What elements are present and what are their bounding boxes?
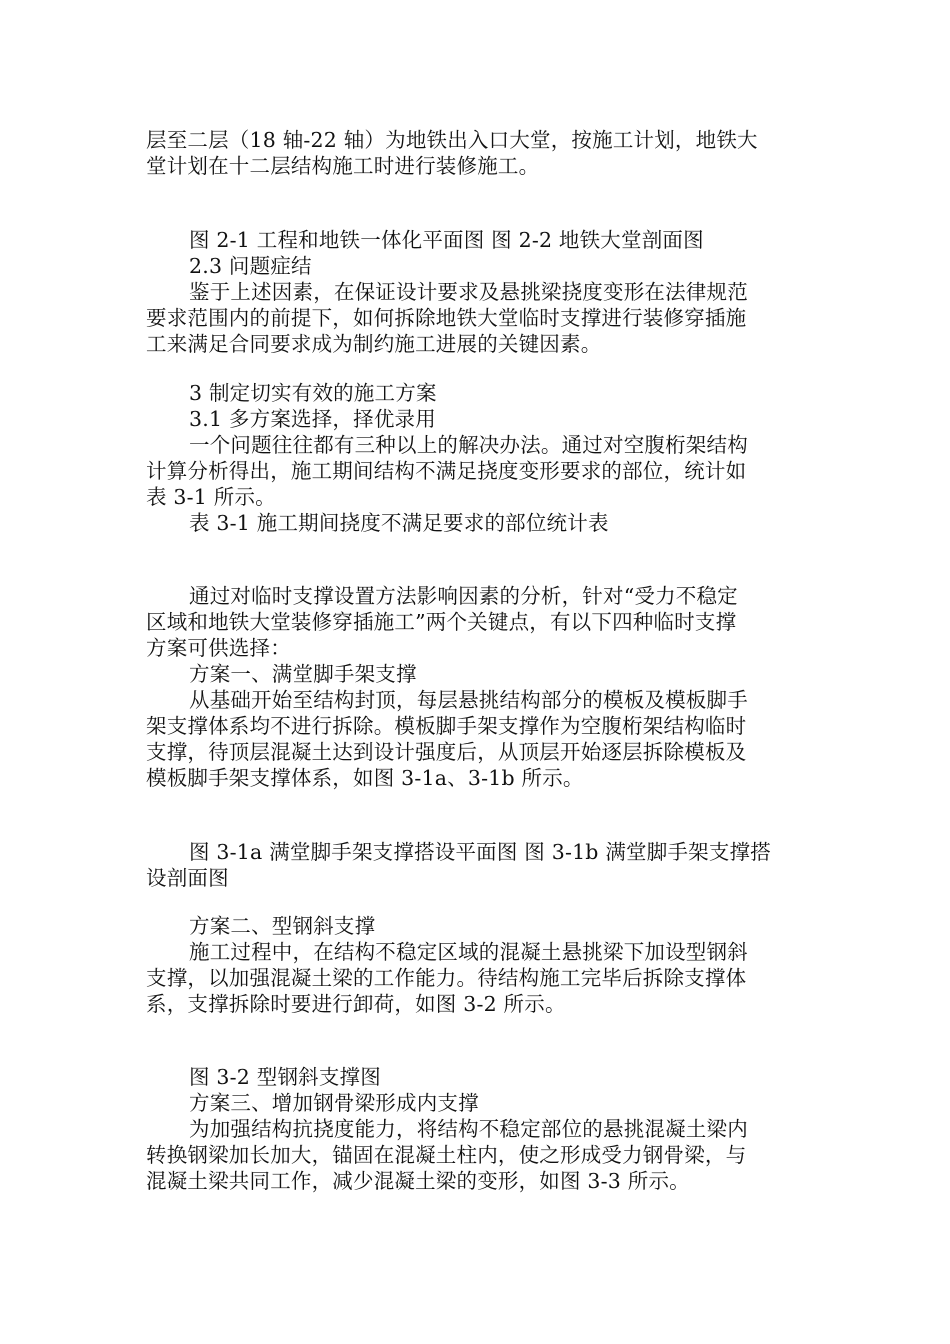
body-text-line: 支撑，以加强混凝土梁的工作能力。待结构施工完毕后拆除支撑体 <box>146 966 747 990</box>
section-heading: 2.3 问题症结 <box>189 254 312 278</box>
section-heading: 3.1 多方案选择，择优录用 <box>189 407 436 431</box>
body-text-line: 一个问题往往都有三种以上的解决办法。通过对空腹桁架结构 <box>189 433 748 457</box>
body-text-line: 计算分析得出，施工期间结构不满足挠度变形要求的部位，统计如 <box>146 459 747 483</box>
section-heading: 方案二、型钢斜支撑 <box>189 914 376 938</box>
body-text-line: 施工过程中，在结构不稳定区域的混凝土悬挑梁下加设型钢斜 <box>189 940 748 964</box>
section-heading: 方案一、满堂脚手架支撑 <box>189 662 417 686</box>
body-text-line: 架支撑体系均不进行拆除。模板脚手架支撑作为空腹桁架结构临时 <box>146 714 747 738</box>
figure-caption: 图 3-1a 满堂脚手架支撑搭设平面图 图 3-1b 满堂脚手架支撑搭 <box>189 840 771 864</box>
body-text-line: 混凝土梁共同工作，减少混凝土梁的变形，如图 3-3 所示。 <box>146 1169 690 1193</box>
body-text-line: 系，支撑拆除时要进行卸荷，如图 3-2 所示。 <box>146 992 566 1016</box>
body-text-line: 堂计划在十二层结构施工时进行装修施工。 <box>146 154 540 178</box>
figure-caption: 设剖面图 <box>146 866 229 890</box>
body-text-line: 区域和地铁大堂装修穿插施工”两个关键点，有以下四种临时支撑 <box>146 610 737 634</box>
body-text-line: 要求范围内的前提下，如何拆除地铁大堂临时支撑进行装修穿插施 <box>146 306 747 330</box>
section-heading: 3 制定切实有效的施工方案 <box>189 381 437 405</box>
table-caption: 表 3-1 施工期间挠度不满足要求的部位统计表 <box>189 511 609 535</box>
figure-caption: 图 2-1 工程和地铁一体化平面图 图 2-2 地铁大堂剖面图 <box>189 228 704 252</box>
section-heading: 方案三、增加钢骨梁形成内支撑 <box>189 1091 479 1115</box>
body-text-line: 表 3-1 所示。 <box>146 485 276 509</box>
body-text-line: 模板脚手架支撑体系，如图 3-1a、3-1b 所示。 <box>146 766 584 790</box>
body-text-line: 支撑，待顶层混凝土达到设计强度后，从顶层开始逐层拆除模板及 <box>146 740 747 764</box>
body-text-line: 通过对临时支撑设置方法影响因素的分析，针对“受力不稳定 <box>189 584 738 608</box>
body-text-line: 转换钢梁加长加大，锚固在混凝土柱内，使之形成受力钢骨梁，与 <box>146 1143 747 1167</box>
figure-caption: 图 3-2 型钢斜支撑图 <box>189 1065 381 1089</box>
body-text-line: 鉴于上述因素，在保证设计要求及悬挑梁挠度变形在法律规范 <box>189 280 748 304</box>
body-text-line: 工来满足合同要求成为制约施工进展的关键因素。 <box>146 332 602 356</box>
body-text-line: 为加强结构抗挠度能力，将结构不稳定部位的悬挑混凝土梁内 <box>189 1117 748 1141</box>
body-text-line: 层至二层（18 轴-22 轴）为地铁出入口大堂，按施工计划，地铁大 <box>146 128 758 152</box>
body-text-line: 从基础开始至结构封顶，每层悬挑结构部分的模板及模板脚手 <box>189 688 748 712</box>
body-text-line: 方案可供选择： <box>146 636 291 660</box>
